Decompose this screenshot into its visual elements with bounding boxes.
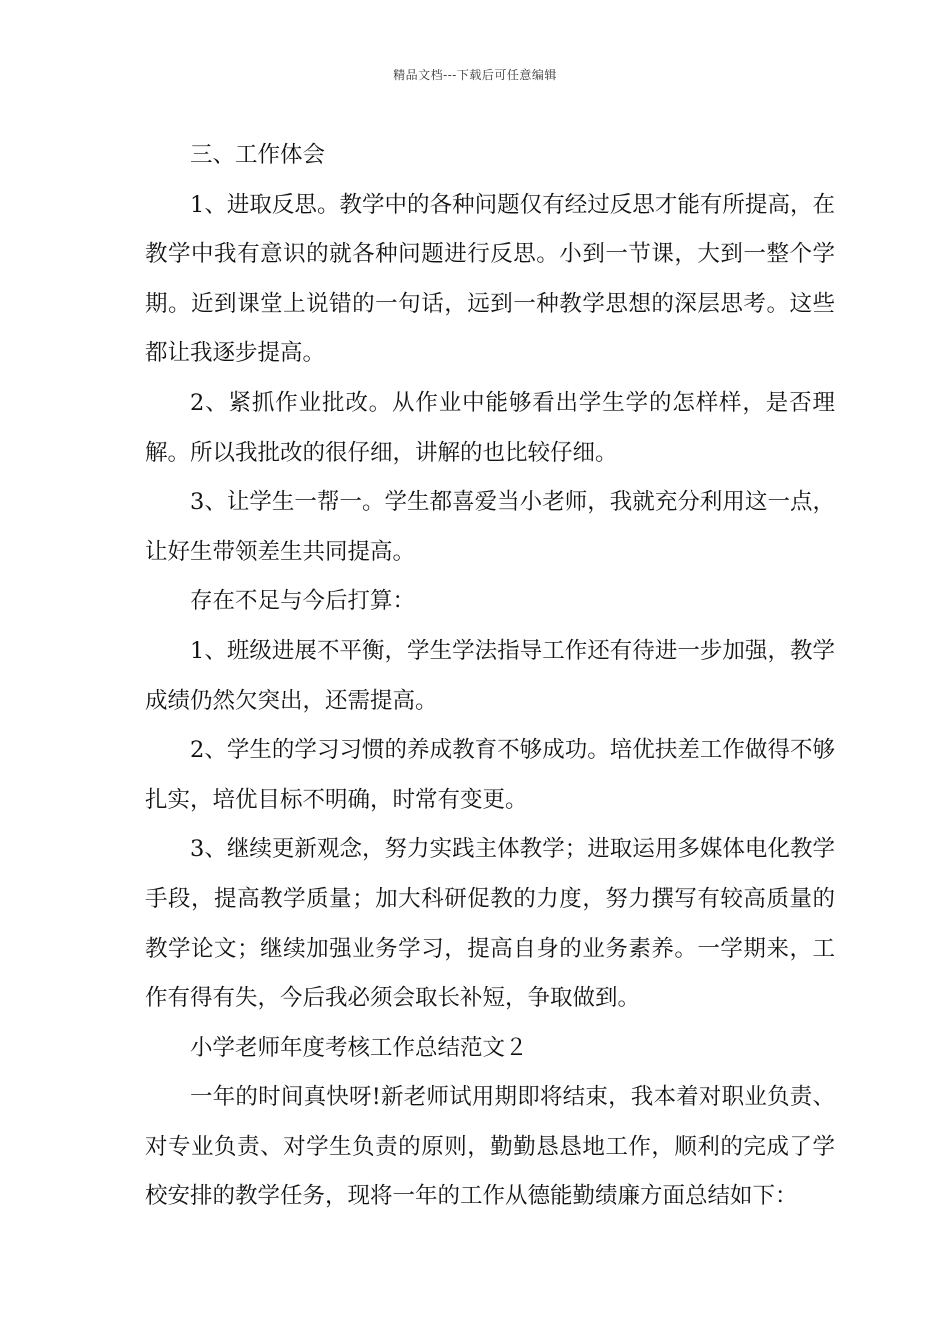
paragraph-future-plans: 3、继续更新观念，努力实践主体教学；进取运用多媒体电化教学手段，提高教学质量；加大科研促教的力度，努力撰写有较高质量的教学论文；继续加强业务学习，提高自身的业务素养。一学期来，工作有得有失，今后我必须会取长补短，争取做到。 xyxy=(145,836,835,1012)
section-heading-shortcomings: 存在不足与今后打算： xyxy=(190,588,416,615)
paragraph-study-habits: 2、学生的学习习惯的养成教育不够成功。培优扶差工作做得不够扎实，培优目标不明确，时常有变更。 xyxy=(145,737,835,813)
paragraph-peer-help: 3、让学生一帮一。学生都喜爱当小老师，我就充分利用这一点，让好生带领差生共同提高。 xyxy=(145,489,835,565)
page-header: 精品文档---下载后可任意编辑 xyxy=(393,68,557,82)
paragraph-class-imbalance: 1、班级进展不平衡，学生学法指导工作还有待进一步加强，教学成绩仍然欠突出，还需提高。 xyxy=(145,637,835,714)
paragraph-reflection: 1、进取反思。教学中的各种问题仅有经过反思才能有所提高，在教学中我有意识的就各种问题进行反思。小到一节课，大到一整个学期。近到课堂上说错的一句话，远到一种教学思想的深层思考。这些都让我逐步提高。 xyxy=(145,191,835,367)
section-heading-work-experience: 三、工作体会 xyxy=(190,142,326,168)
section-heading-sample-2: 小学老师年度考核工作总结范文２ xyxy=(190,1034,528,1061)
document-body xyxy=(145,131,835,1222)
paragraph-intro-sample-2: 一年的时间真快呀!新老师试用期即将结束，我本着对职业负责、对专业负责、对学生负责的原则，勤勤恳恳地工作，顺利的完成了学校安排的教学任务，现将一年的工作从德能勤绩廉方面总结如下： xyxy=(145,1084,835,1210)
paragraph-homework-correction: 2、紧抓作业批改。从作业中能够看出学生学的怎样样，是否理解。所以我批改的很仔细，讲解的也比较仔细。 xyxy=(145,389,835,466)
